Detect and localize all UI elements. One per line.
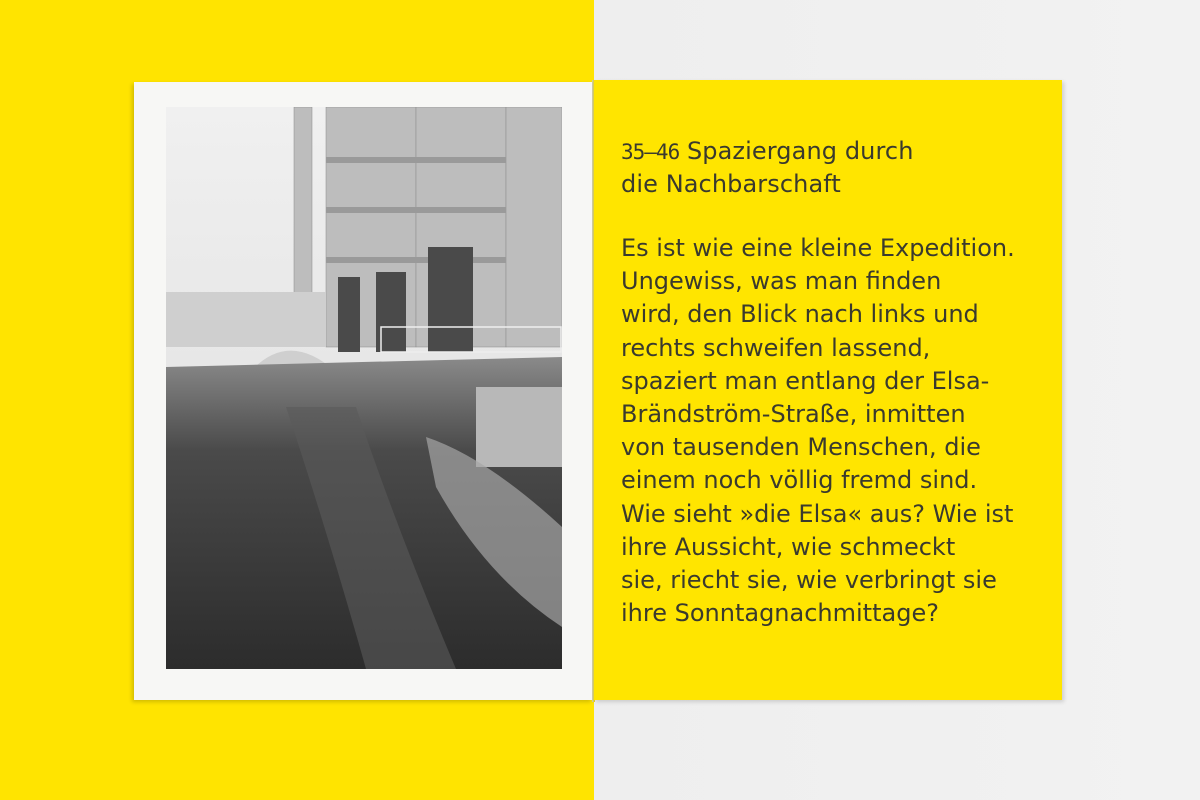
body-line: Es ist wie eine kleine Expedition. [621,234,1015,262]
body-line: Ungewiss, was man finden [621,267,942,296]
left-page [134,82,593,700]
section-heading [621,135,914,200]
body-line: Brändström-Straße, inmitten [621,400,966,429]
body-line: rechts schweifen lassend, [621,333,931,362]
title-line-1: Spaziergang durch [686,137,914,165]
page-range: 35–46 [621,140,680,164]
body-line: einem noch völlig fremd sind. [621,466,978,495]
construction-site-photo [166,107,562,669]
body-line: Wie sieht »die Elsa« aus? Wie ist [621,499,1014,528]
photo-illustration [166,107,562,669]
body-line: ihre Sonntagnachmittage? [621,599,939,628]
title-line-2: die Nachbarschaft [621,170,841,198]
body-line: spaziert man entlang der Elsa- [621,366,990,395]
body-line: wird, den Blick nach links und [621,300,979,329]
right-page [594,80,1062,700]
body-line: sie, riecht sie, wie verbringt sie [621,566,997,595]
body-text [621,232,1015,630]
body-line: ihre Aussicht, wie schmeckt [621,532,956,561]
body-line: von tausenden Menschen, die [621,433,981,462]
